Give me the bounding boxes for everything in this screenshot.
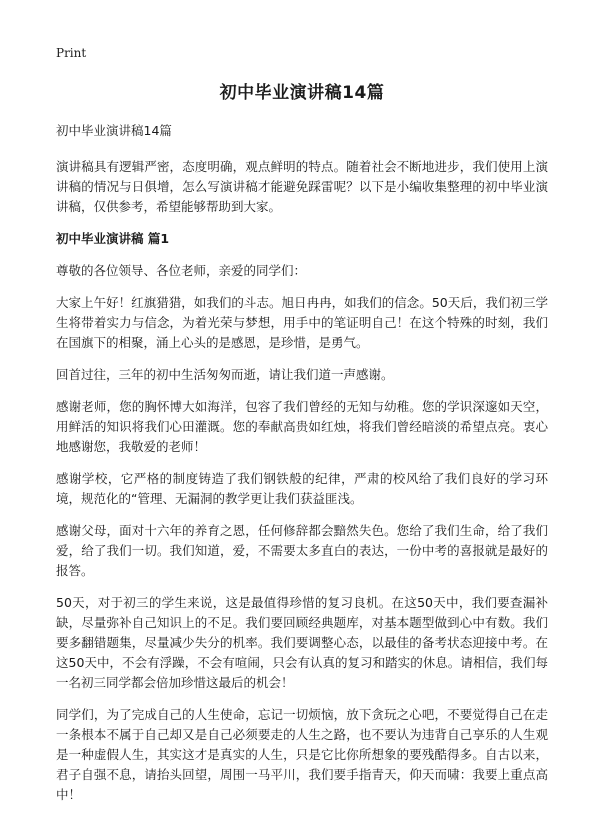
paragraph-thank-teachers: 感谢老师，您的胸怀博大如海洋，包容了我们曾经的无知与幼稚。您的学识深邃如天空，用鲜活的知识将我们心田灌溉。您的奉献高贵如红烛，将我们曾经暗淡的希望点亮。衷心地感谢您，我敬爱的老师！: [56, 399, 548, 454]
paragraph-fifty-days: 50天，对于初三的学生来说，这是最值得珍惜的复习良机。在这50天中，我们要查漏补缺，尽量弥补自己知识上的不足。我们要回顾经典题库，对基本题型做到心中有数。我们要多翻错题集，尽量减少失分的机率。我们要调整心态，以最佳的备考状态迎接中考。在这50天中，不会有浮躁，不会有喧闹，只会有认真的复习和踏实的休息。请相信，我们每一名初三同学都会倍加珍惜这最后的机会！: [56, 595, 548, 690]
document-body: [56, 78, 548, 817]
paragraph-opening: 大家上午好！红旗猎猎，如我们的斗志。旭日冉冉，如我们的信念。50天后，我们初三学生将带着实力与信念，为着光荣与梦想，用手中的笔证明自己！在这个特殊的时刻，我们在国旗下的相聚，涌上心头的是感恩，是珍惜，是勇气。: [56, 295, 548, 350]
paragraph-closing: 同学们，为了完成自己的人生使命，忘记一切烦恼，放下贪玩之心吧，不要觉得自己在走一条根本不属于自己却又是自己必须要走的人生之路，也不要认为违背自己享乐的人生观是一种虚假人生，其实这才是真实的人生，只是它比你所想象的要残酷得多。自古以来，君子自强不息，请抬头回望，周围一马平川，我们要手指青天，仰天而啸：我要上重点高中！: [56, 707, 548, 802]
document-subtitle: 初中毕业演讲稿14篇: [56, 123, 172, 138]
paragraph-review: 回首过往，三年的初中生活匆匆而逝，请让我们道一声感谢。: [56, 367, 394, 382]
paragraph-thank-school: 感谢学校，它严格的制度铸造了我们钢铁般的纪律，严肃的校风给了我们良好的学习环境，规范化的“管理、无漏洞的教学更让我们获益匪浅。: [56, 471, 548, 506]
print-link[interactable]: Print: [56, 46, 87, 60]
paragraph-greeting: 尊敬的各位领导、各位老师，亲爱的同学们：: [56, 263, 307, 278]
document-title: 初中毕业演讲稿14篇: [219, 83, 385, 103]
section-heading: 初中毕业演讲稿 篇1: [56, 231, 170, 246]
intro-paragraph: 演讲稿具有逻辑严密，态度明确，观点鲜明的特点。随着社会不断地进步，我们使用上演讲稿的情况与日俱增，怎么写演讲稿才能避免踩雷呢？以下是小编收集整理的初中毕业演讲稿，仅供参考，希望能够帮助到大家。: [56, 159, 548, 214]
paragraph-thank-parents: 感谢父母，面对十六年的养育之恩，任何修辞都会黯然失色。您给了我们生命，给了我们爱，给了我们一切。我们知道，爱，不需要太多直白的表达，一份中考的喜报就是最好的报答。: [56, 523, 548, 578]
